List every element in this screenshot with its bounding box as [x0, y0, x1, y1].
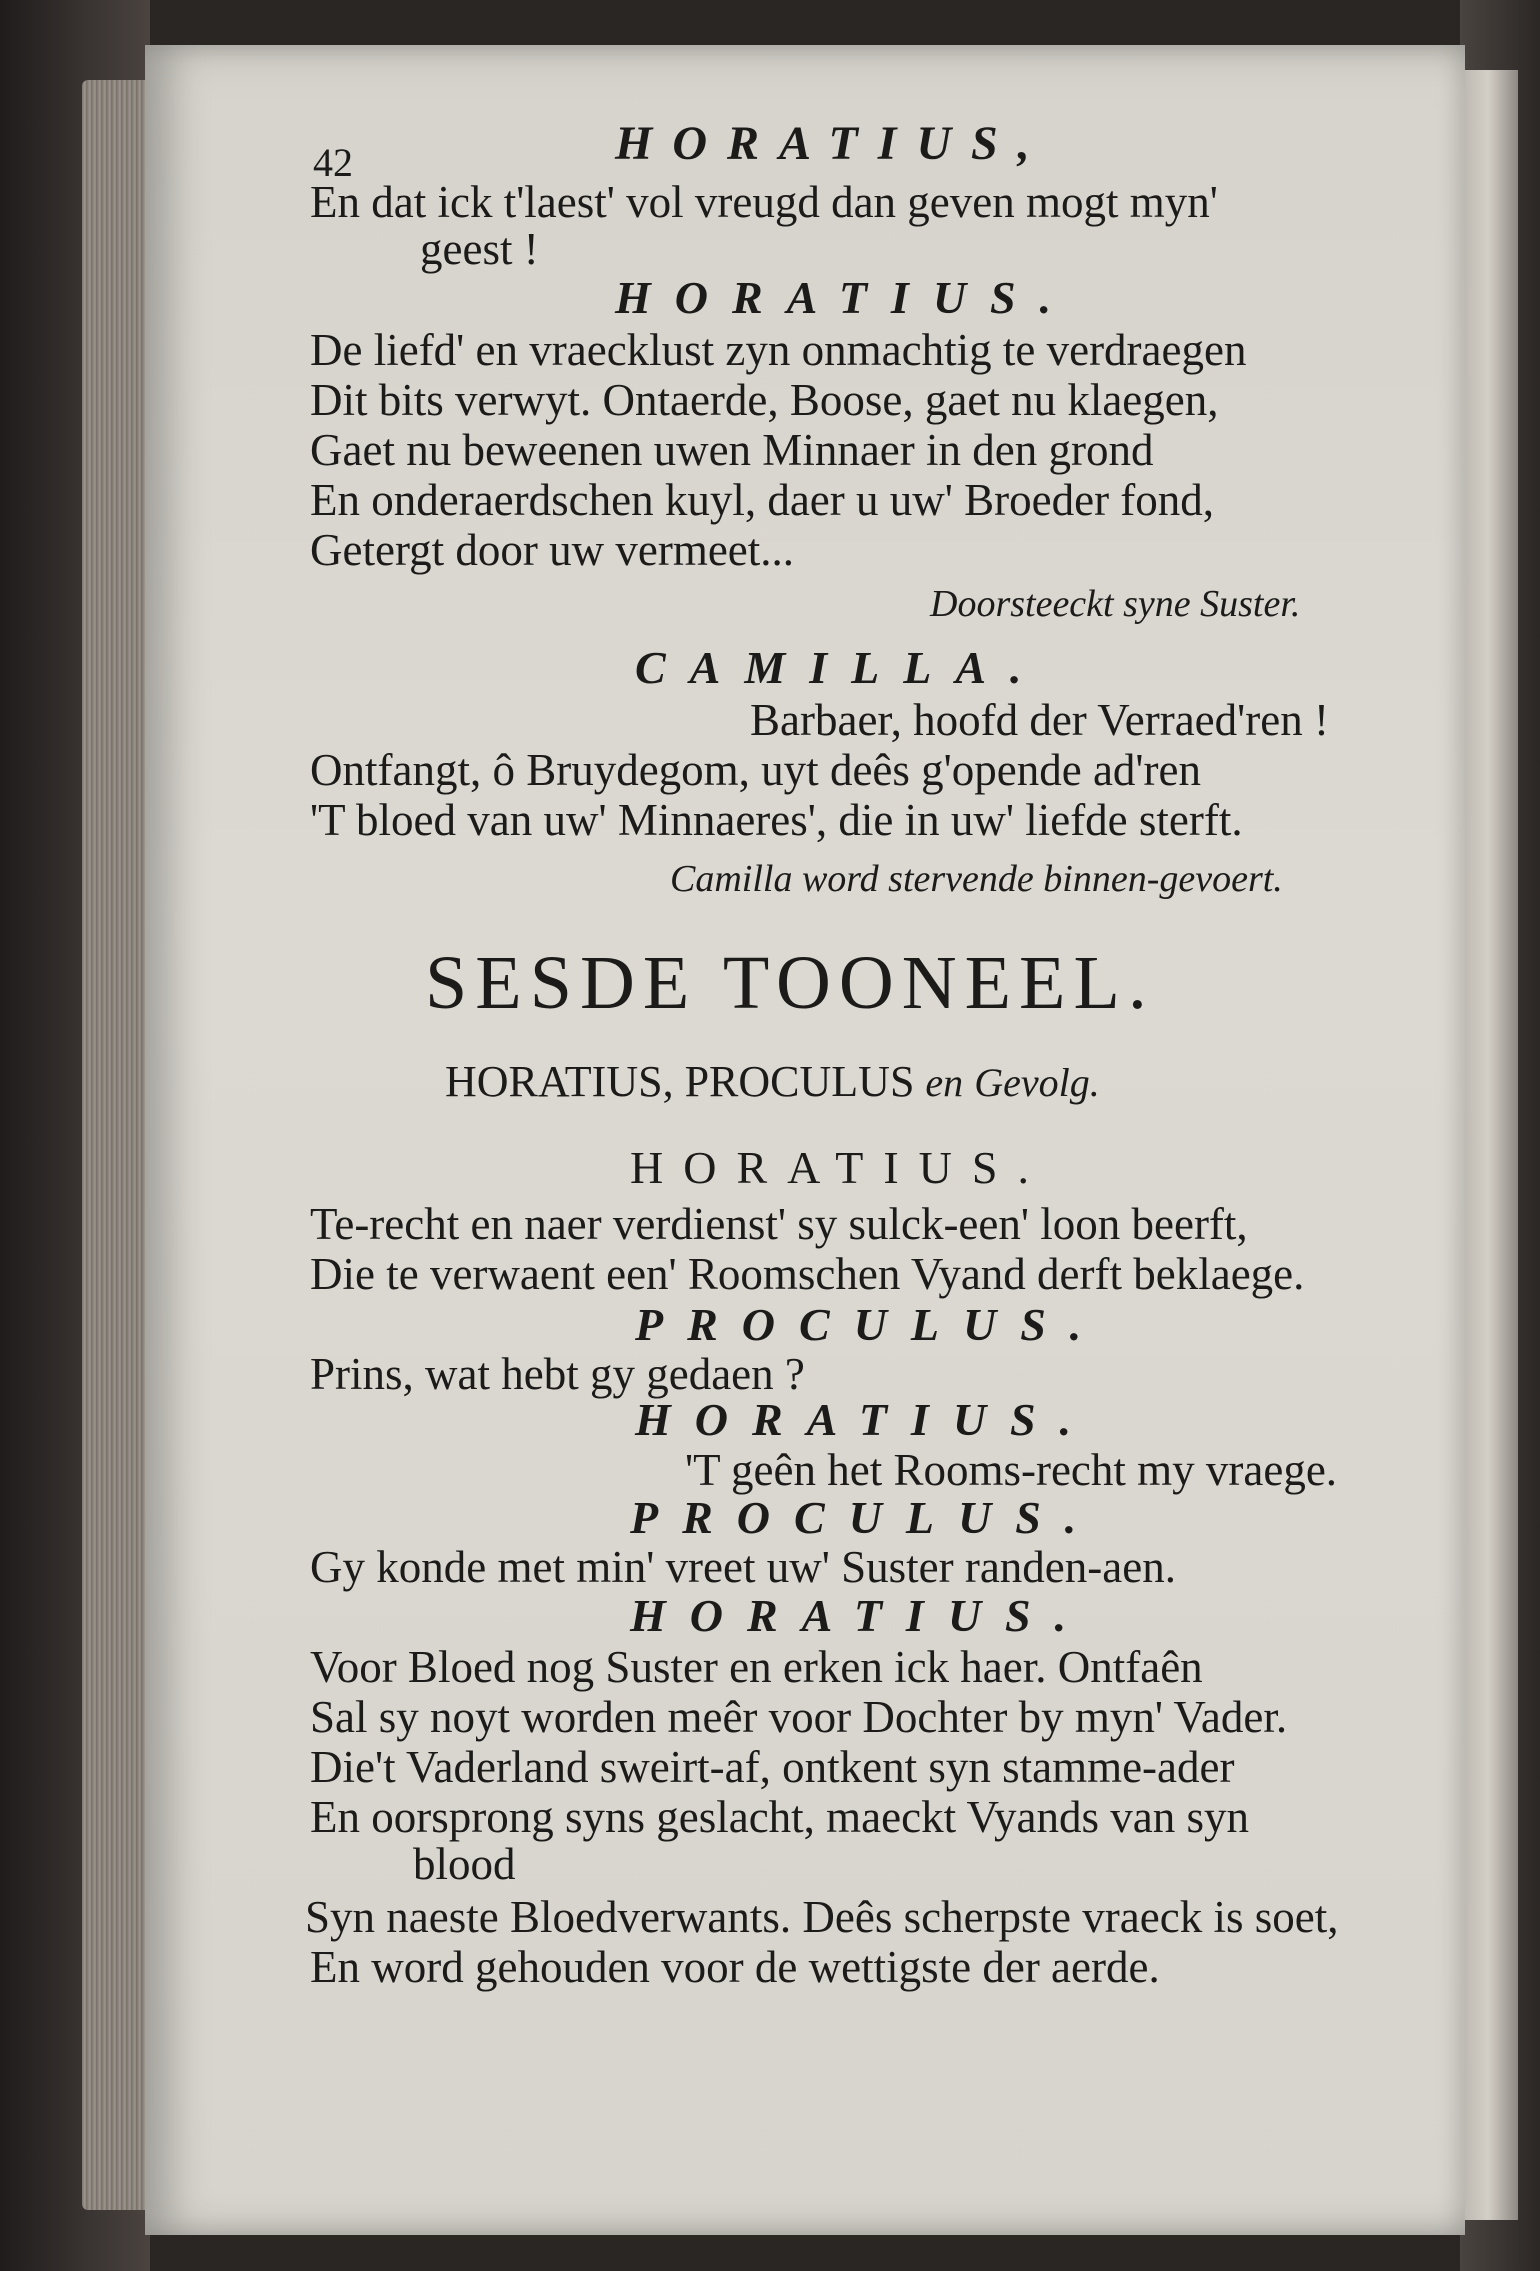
running-title: HORATIUS,	[615, 117, 1050, 170]
verse-line: Ontfangt, ô Bruydegom, uyt deês g'opende ad'ren	[310, 745, 1201, 795]
scene-cast-en: en	[925, 1060, 964, 1105]
verse-line: En onderaerdschen kuyl, daer u uw' Broeder fond,	[310, 475, 1215, 525]
stage-direction: Camilla word stervende binnen-gevoert.	[670, 858, 1283, 900]
verse-line: Barbaer, hoofd der Verraed'ren !	[750, 695, 1329, 745]
speaker-name: HORATIUS.	[615, 272, 1076, 323]
speaker-name: HORATIUS.	[630, 1590, 1091, 1641]
verse-line: Syn naeste Bloedverwants. Deês scherpste vraeck is soet,	[305, 1892, 1339, 1942]
verse-line: Die te verwaent een' Roomschen Vyand derft beklaege.	[310, 1249, 1305, 1299]
stage-direction: Doorsteeckt syne Suster.	[930, 583, 1301, 625]
page-edges	[82, 80, 152, 2210]
next-page-edge	[1458, 70, 1518, 2220]
verse-line: geest !	[420, 224, 539, 274]
speaker-name: PROCULUS.	[630, 1492, 1101, 1543]
scene-title: SESDE TOONEEL.	[425, 941, 1155, 1025]
verse-line: blood	[413, 1839, 516, 1889]
verse-line: 'T geên het Rooms-recht my vraege.	[685, 1445, 1338, 1495]
page-number: 42	[313, 140, 353, 185]
verse-line: Voor Bloed nog Suster en erken ick haer. Ontfaên	[310, 1642, 1203, 1692]
verse-line: En oorsprong syns geslacht, maeckt Vyands van syn	[310, 1792, 1250, 1842]
verse-line: Dit bits verwyt. Ontaerde, Boose, gaet nu klaegen,	[310, 375, 1219, 425]
verse-line: Te-recht en naer verdienst' sy sulck-een' loon beerft,	[310, 1199, 1248, 1249]
verse-line: Gaet nu beweenen uwen Minnaer in den grond	[310, 425, 1154, 475]
speaker-name: HORATIUS.	[635, 1394, 1096, 1445]
verse-line: Sal sy noyt worden meêr voor Dochter by myn' Vader.	[310, 1692, 1288, 1742]
verse-line: En dat ick t'laest' vol vreugd dan geven mogt myn'	[310, 177, 1218, 227]
verse-line: Prins, wat hebt gy gedaen ?	[310, 1349, 805, 1399]
verse-line: Die't Vaderland sweirt-af, ontkent syn stamme-ader	[310, 1742, 1235, 1792]
speaker-name: PROCULUS.	[635, 1299, 1106, 1350]
verse-line: De liefd' en vraecklust zyn onmachtig te verdraegen	[310, 325, 1247, 375]
scene-cast	[445, 1057, 1100, 1106]
book-page	[145, 45, 1465, 2235]
scene-cast-main: HORATIUS, PROCULUS	[445, 1057, 915, 1106]
scene-cast-follow: Gevolg.	[974, 1060, 1100, 1105]
verse-line: Gy konde met min' vreet uw' Suster randen-aen.	[310, 1542, 1176, 1592]
speaker-name: HORATIUS.	[630, 1142, 1049, 1193]
verse-line: 'T bloed van uw' Minnaeres', die in uw' liefde sterft.	[310, 795, 1243, 845]
verse-line: Getergt door uw vermeet...	[310, 525, 795, 575]
speaker-name: CAMILLA.	[635, 642, 1046, 693]
verse-line: En word gehouden voor de wettigste der aerde.	[310, 1942, 1160, 1992]
